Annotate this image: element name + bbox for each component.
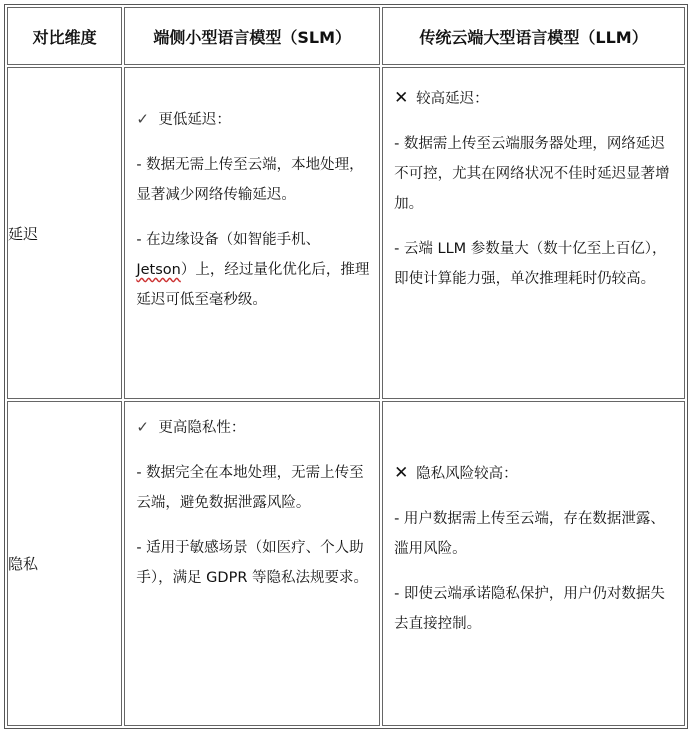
cross-icon: ✕ — [394, 463, 409, 483]
header-slm: 端侧小型语言模型（SLM） — [124, 7, 380, 65]
slm-privacy-cell — [124, 401, 380, 726]
llm-latency-cell — [382, 67, 685, 399]
cell-point: - 云端 LLM 参数量大（数十亿至上百亿），即使计算能力强，单次推理耗时仍较高。 — [394, 241, 667, 287]
cell-point: - 即使云端承诺隐私保护，用户仍对数据失去直接控制。 — [394, 586, 665, 632]
cell-heading: 隐私风险较高： — [416, 466, 518, 482]
cell-point: - 数据需上传至云端服务器处理，网络延迟不可控，尤其在网络状况不佳时延迟显著增加。 — [394, 136, 670, 212]
cell-heading: 更高隐私性： — [158, 420, 246, 436]
comparison-table — [4, 4, 688, 729]
header-row — [7, 7, 685, 65]
header-dimension: 对比维度 — [7, 7, 122, 65]
llm-privacy-cell — [382, 401, 685, 726]
dimension-label: 延迟 — [7, 67, 122, 399]
table-row-privacy — [7, 401, 685, 726]
dimension-label: 隐私 — [7, 401, 122, 726]
cross-icon: ✕ — [394, 88, 409, 108]
check-icon: ✓ — [136, 110, 149, 128]
cell-heading: 更低延迟： — [158, 112, 231, 128]
cell-point: - 在边缘设备（如智能手机、Jetson）上，经过量化优化后，推理延迟可低至毫秒级。 — [136, 232, 370, 308]
check-icon: ✓ — [136, 418, 149, 436]
cell-point: - 数据无需上传至云端，本地处理，显著减少网络传输延迟。 — [136, 157, 364, 203]
cell-heading: 较高延迟： — [416, 91, 489, 107]
slm-latency-cell — [124, 67, 380, 399]
cell-point: - 数据完全在本地处理，无需上传至云端，避免数据泄露风险。 — [136, 465, 364, 511]
cell-point: - 适用于敏感场景（如医疗、个人助手），满足 GDPR 等隐私法规要求。 — [136, 540, 369, 586]
cell-point: - 用户数据需上传至云端，存在数据泄露、滥用风险。 — [394, 511, 665, 557]
header-llm: 传统云端大型语言模型（LLM） — [382, 7, 685, 65]
table-row-latency — [7, 67, 685, 399]
